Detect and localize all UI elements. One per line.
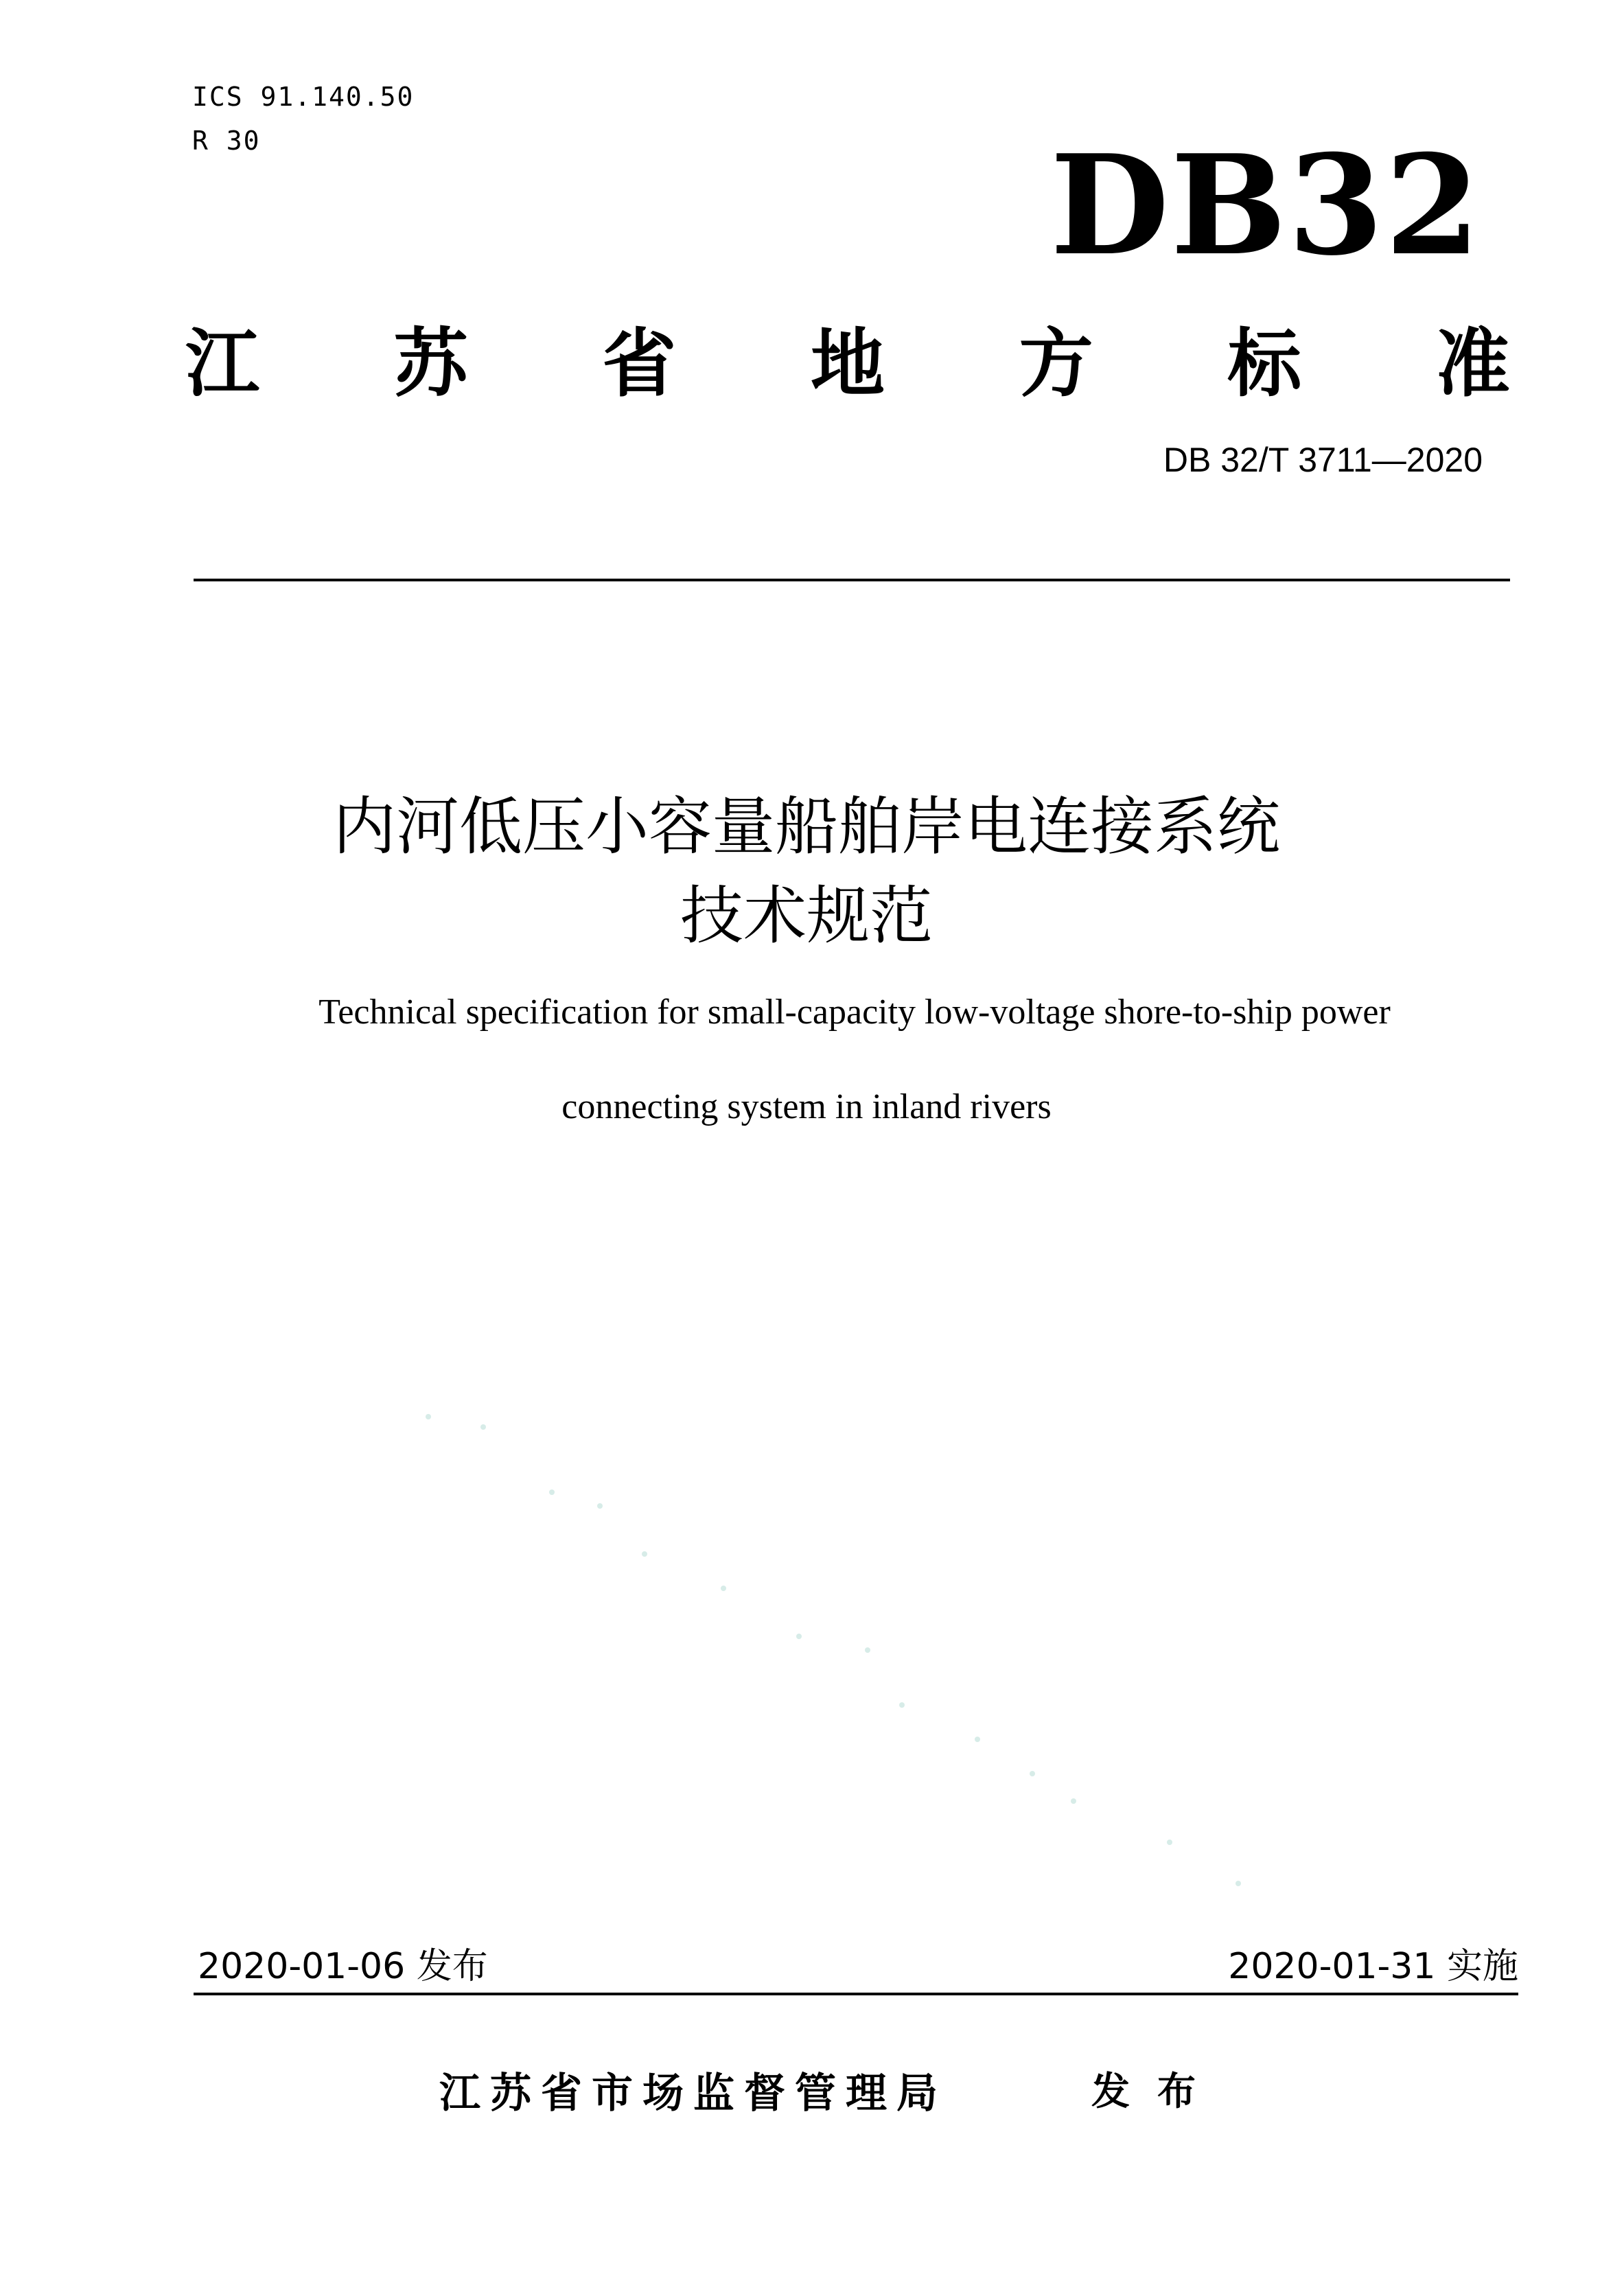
standard-type-heading <box>185 312 1510 415</box>
english-title-line-2: connecting system in inland rivers <box>561 1087 1052 1126</box>
standard-type-char: 标 <box>1227 321 1302 407</box>
standard-type-char: 苏 <box>393 321 468 407</box>
chinese-title <box>137 782 1476 961</box>
standard-type-char: 准 <box>1435 321 1510 407</box>
implementation-date: 2020-01-31 实施 <box>1228 1946 1518 1987</box>
header-divider <box>194 579 1510 581</box>
ics-code: ICS 91.140.50 <box>192 82 415 112</box>
chinese-title-line-2: 技术规范 <box>680 879 933 953</box>
footer-divider <box>194 1993 1518 1995</box>
standard-logo: DB32 <box>1050 125 1482 286</box>
standard-type-char: 方 <box>1019 321 1093 407</box>
publish-label: 发布 <box>1091 2069 1223 2114</box>
standard-type-char: 江 <box>185 321 260 407</box>
chinese-title-line-1: 内河低压小容量船舶岸电连接系统 <box>332 790 1280 863</box>
standard-type-char: 省 <box>602 321 677 407</box>
classification-code: R 30 <box>192 126 261 156</box>
issue-date: 2020-01-06 发布 <box>198 1946 488 1987</box>
english-title-line-1: Technical specification for small-capacity low-voltage shore-to-ship power <box>318 993 1391 1032</box>
publisher-name: 江苏省市场监督管理局 <box>439 2069 947 2118</box>
standard-number: DB 32/T 3711—2020 <box>1163 441 1483 479</box>
standard-type-char: 地 <box>810 321 885 407</box>
